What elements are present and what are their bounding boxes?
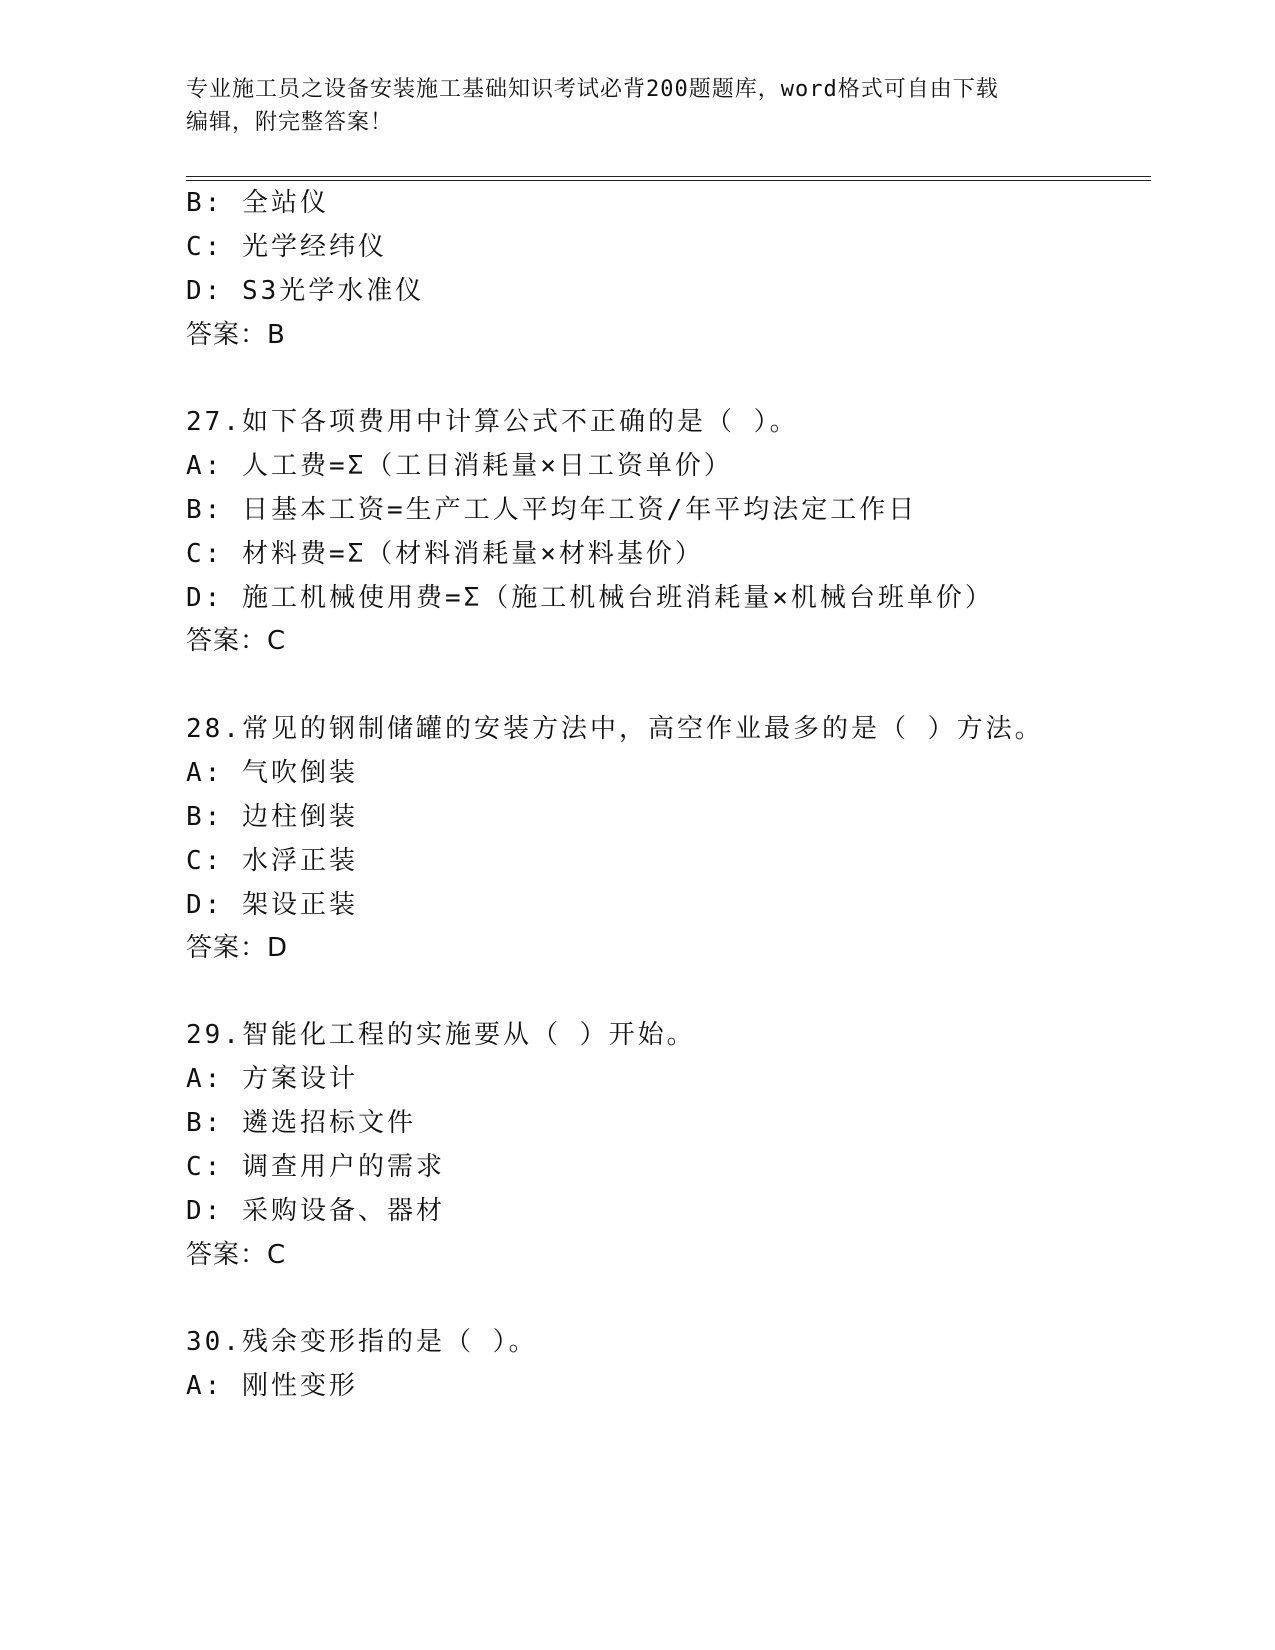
header-line-2: 编辑，附完整答案！ (186, 110, 394, 135)
q27-option-d: D: 施工机械使用费=Σ（施工机械台班消耗量×机械台班单价） (186, 583, 994, 613)
q27-answer: 答案：C (186, 626, 287, 656)
q26-option-d: D: S3光学水准仪 (186, 276, 425, 306)
q27-option-b: B: 日基本工资=生产工人平均年工资/年平均法定工作日 (186, 495, 918, 525)
q28-answer: 答案：D (186, 933, 289, 963)
q28-option-d: D: 架设正装 (186, 890, 358, 920)
q26-answer: 答案：B (186, 320, 286, 350)
q27-option-a: A: 人工费=Σ（工日消耗量×日工资单价） (186, 451, 733, 481)
q26-option-b: B: 全站仪 (186, 188, 329, 218)
q30-question: 30.残余变形指的是（ ）。 (186, 1327, 538, 1357)
q27-question: 27.如下各项费用中计算公式不正确的是（ ）。 (186, 407, 799, 437)
q30-option-a: A: 刚性变形 (186, 1371, 358, 1401)
q29-option-a: A: 方案设计 (186, 1064, 358, 1094)
q29-option-b: B: 遴选招标文件 (186, 1108, 416, 1138)
q29-option-d: D: 采购设备、器材 (186, 1196, 445, 1226)
q29-option-c: C: 调查用户的需求 (186, 1152, 445, 1182)
document-header (186, 73, 1086, 139)
q28-question: 28.常见的钢制储罐的安装方法中，高空作业最多的是（ ）方法。 (186, 714, 1044, 744)
q26-option-c: C: 光学经纬仪 (186, 232, 387, 262)
q29-question: 29.智能化工程的实施要从（ ）开始。 (186, 1020, 696, 1050)
q27-option-c: C: 材料费=Σ（材料消耗量×材料基价） (186, 539, 704, 569)
q28-option-a: A: 气吹倒装 (186, 758, 358, 788)
header-line-1: 专业施工员之设备安装施工基础知识考试必背200题题库，word格式可自由下载 (186, 77, 999, 102)
q28-option-c: C: 水浮正装 (186, 846, 358, 876)
header-double-rule (186, 176, 1151, 181)
q29-answer: 答案：C (186, 1240, 287, 1270)
q28-option-b: B: 边柱倒装 (186, 802, 358, 832)
